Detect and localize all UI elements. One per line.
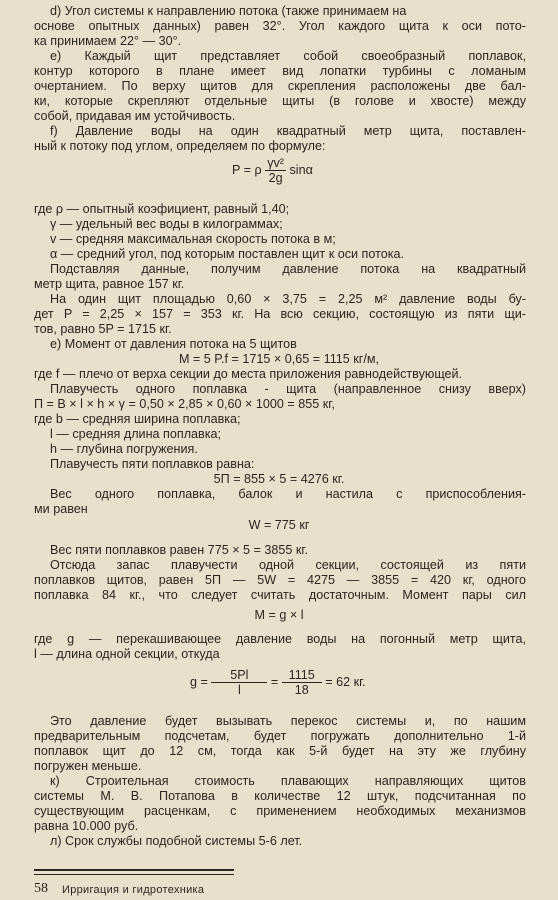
text-line: На один щит площадью 0,60 × 3,75 = 2,25 м² давление воды бу- <box>50 292 526 306</box>
text-line: дет P = 2,25 × 157 = 353 кг. На всю секцию, состоящую из пяти щи- <box>34 307 526 321</box>
pressure-formula <box>232 156 313 185</box>
running-footer: Ирригация и гидротехника <box>62 884 205 896</box>
formula-denominator: 18 <box>294 683 309 697</box>
formula-numerator: 1115 <box>282 668 322 683</box>
formula-lhs: g = <box>190 674 208 689</box>
g-formula <box>190 668 366 697</box>
text-line: л) Срок службы подобной системы 5-6 лет. <box>50 834 303 848</box>
footer-rule <box>34 869 234 871</box>
text-line: Плавучесть пяти поплавков равна: <box>50 457 255 471</box>
formula-numerator: 5Pl <box>211 668 267 683</box>
definition-line: где ρ — опытный коэфициент, равный 1,40; <box>34 202 290 216</box>
footer-rule <box>34 874 234 875</box>
text-line: собой, придавая им устойчивость. <box>34 109 236 123</box>
text-line: контур которого в плане имеет вид лопатки турбины с ломаным <box>34 64 526 78</box>
text-line: ми равен <box>34 502 88 516</box>
equation-line: П = B × l × h × γ = 0,50 × 2,85 × 0,60 × 1000 = 855 кг, <box>34 397 335 411</box>
definition-line: α — средний угол, под которым поставлен щит к оси потока. <box>50 247 405 261</box>
text-line: e) Каждый щит представляет собой своеобразный поплавок, <box>50 49 526 63</box>
text-line: метр щита, равное 157 кг. <box>34 277 185 291</box>
text-line: поплавков щитов, равен 5П — 5W = 4275 — 3855 = 420 кг, одного <box>34 573 526 587</box>
text-line: системы М. В. Потапова в количестве 12 штук, подсчитанная по <box>34 789 526 803</box>
text-line: Вес одного поплавка, балок и настила с приспособления- <box>50 487 526 501</box>
formula-rhs: = 62 кг. <box>325 674 366 689</box>
equation-line: M = 5 P.f = 1715 × 0,65 = 1115 кг/м, <box>178 352 380 366</box>
text-line: к) Строительная стоимость плавающих направляющих щитов <box>50 774 526 788</box>
formula-fraction <box>282 668 322 697</box>
formula-numerator: γv² <box>267 156 284 170</box>
text-line: l — длина одной секции, откуда <box>34 647 220 661</box>
definition-line: h — глубина погружения. <box>50 442 198 456</box>
text-line: тов, равно 5P = 1715 кг. <box>34 322 172 336</box>
text-line: f) Давление воды на один квадратный метр щита, поставлен- <box>50 124 526 138</box>
text-line: ки, которые скрепляют отдельные щиты (в голове и хвосте) между <box>34 94 526 108</box>
definition-line: γ — удельный вес воды в килограммах; <box>50 217 283 231</box>
text-line: существующим расценкам, с применением необходимых механизмов <box>34 804 526 818</box>
text-line: Вес пяти поплавков равен 775 × 5 = 3855 кг. <box>50 543 308 557</box>
equation-line: 5П = 855 × 5 = 4276 кг. <box>213 472 345 486</box>
text-line: Подставляя данные, получим давление потока на квадратный <box>50 262 526 276</box>
text-line: ный к потоку под углом, определяем по формуле: <box>34 139 326 153</box>
text-line: e) Момент от давления потока на 5 щитов <box>50 337 297 351</box>
text-line: равна 10.000 руб. <box>34 819 139 833</box>
equation-line: M = g × l <box>254 608 304 622</box>
formula-rhs: sinα <box>289 162 313 177</box>
text-line: погружен меньше. <box>34 759 142 773</box>
formula-denominator: l <box>237 683 241 697</box>
equation-line: W = 775 кг <box>248 518 310 532</box>
formula-equals: = <box>270 674 279 689</box>
text-line: Отсюда запас плавучести одной секции, состоящей из пяти <box>50 558 526 572</box>
formula-denominator: 2g <box>268 171 283 185</box>
text-line: где g — перекашивающее давление воды на погонный метр щита, <box>34 632 526 646</box>
formula-fraction <box>265 156 286 185</box>
text-line: где f — плечо от верха секции до места приложения равнодействующей. <box>34 367 463 381</box>
text-line: ка принимаем 22° — 30°. <box>34 34 182 48</box>
formula-fraction <box>211 668 267 697</box>
text-line: поплавок щит до 12 см, тогда как 5-й будет на эту же глубину <box>34 744 526 758</box>
text-line: d) Угол системы к направлению потока (также принимаем на <box>50 4 407 18</box>
definition-line: где b — средняя ширина поплавка; <box>34 412 241 426</box>
definition-line: v — средняя максимальная скорость потока в м; <box>50 232 336 246</box>
text-line: очертанием. По верху щитов для скрепления расположены две бал- <box>34 79 526 93</box>
text-line: Это давление будет вызывать перекос системы и, по нашим <box>50 714 526 728</box>
text-line: предварительным подсчетам, будет погружать дополнительно 1-й <box>34 729 526 743</box>
definition-line: l — средняя длина поплавка; <box>50 427 222 441</box>
formula-lhs: P = ρ <box>232 162 262 177</box>
page-number: 58 <box>34 881 48 896</box>
text-line: основе опытных данных) равен 32°. Угол каждого щита к оси пото- <box>34 19 526 33</box>
text-line: Плавучесть одного поплавка - щита (направленное снизу вверх) <box>50 382 526 396</box>
text-line: поплавка 84 кг., что следует считать достаточным. Момент пары сил <box>34 588 526 602</box>
